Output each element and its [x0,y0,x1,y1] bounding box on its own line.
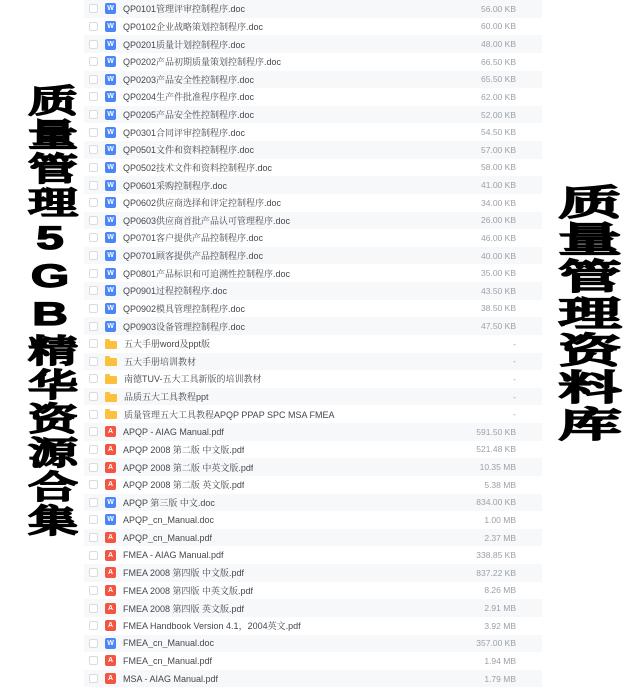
word-doc-icon: W [105,215,116,226]
file-size: 591.50 KB [476,426,516,437]
row-checkbox-icon[interactable] [89,322,98,331]
file-size: - [513,356,516,367]
file-name[interactable]: APQP 2008 第二版 英文版.pdf [123,480,245,491]
file-row[interactable] [84,0,542,18]
word-doc-icon: W [105,268,116,279]
file-size: 46.00 KB [481,232,516,243]
word-doc-icon: W [105,3,116,14]
pdf-icon: A [105,426,116,437]
row-checkbox-icon[interactable] [89,216,98,225]
file-row[interactable] [84,476,542,494]
pdf-icon: A [105,655,116,666]
row-checkbox-icon[interactable] [89,251,98,260]
word-doc-icon: W [105,56,116,67]
file-row[interactable] [84,35,542,53]
file-row[interactable] [84,159,542,177]
file-size: 2.91 MB [484,603,516,614]
row-checkbox-icon[interactable] [89,463,98,472]
file-row[interactable] [84,300,542,318]
pdf-icon: A [105,673,116,684]
word-doc-icon: W [105,162,116,173]
folder-icon [105,394,117,402]
file-row[interactable] [84,247,542,265]
file-name[interactable]: FMEA 2008 第四版 中文版.pdf [123,568,245,579]
file-name[interactable]: FMEA 2008 第四版 中英文版.pdf [123,585,254,596]
file-row[interactable] [84,670,542,688]
file-row[interactable] [84,282,542,300]
file-size: 54.50 KB [481,127,516,138]
file-size: 52.00 KB [481,109,516,120]
row-checkbox-icon[interactable] [89,515,98,524]
file-name[interactable]: 质量管理五大工具教程APQP PPAP SPC MSA FMEA [124,409,335,420]
file-row[interactable] [84,18,542,36]
file-name[interactable]: QP0203产品安全性控制程序.doc [123,74,255,85]
row-checkbox-icon[interactable] [89,339,98,348]
file-size: 47.50 KB [481,321,516,332]
file-name[interactable]: FMEA_cn_Manual.pdf [123,655,213,666]
row-checkbox-icon[interactable] [89,568,98,577]
pdf-icon: A [105,462,116,473]
row-checkbox-icon[interactable] [89,392,98,401]
row-checkbox-icon[interactable] [89,128,98,137]
file-size: 41.00 KB [481,180,516,191]
file-name[interactable]: FMEA 2008 第四版 英文版.pdf [123,603,245,614]
file-row[interactable] [84,194,542,212]
word-doc-icon: W [105,180,116,191]
row-checkbox-icon[interactable] [89,639,98,648]
row-checkbox-icon[interactable] [89,4,98,13]
row-checkbox-icon[interactable] [89,304,98,313]
file-name[interactable]: APQP_cn_Manual.doc [123,514,215,525]
row-checkbox-icon[interactable] [89,233,98,242]
file-size: 58.00 KB [481,162,516,173]
file-size: 57.00 KB [481,144,516,155]
file-row[interactable] [84,494,542,512]
file-size: 40.00 KB [481,250,516,261]
row-checkbox-icon[interactable] [89,445,98,454]
file-size: 8.26 MB [484,585,516,596]
file-row[interactable] [84,652,542,670]
file-row[interactable] [84,264,542,282]
file-size: 2.37 MB [484,532,516,543]
file-row[interactable] [84,53,542,71]
file-name[interactable]: QP0601采购控制程序.doc [123,180,228,191]
pdf-icon: A [105,567,116,578]
file-size: 1.94 MB [484,655,516,666]
word-doc-icon: W [105,232,116,243]
row-checkbox-icon[interactable] [89,286,98,295]
row-checkbox-icon[interactable] [89,604,98,613]
row-checkbox-icon[interactable] [89,357,98,366]
file-row[interactable] [84,458,542,476]
pdf-icon: A [105,532,116,543]
folder-icon [105,358,117,366]
file-row[interactable] [84,599,542,617]
file-name[interactable]: APQP 2008 第二版 中文版.pdf [123,444,245,455]
row-checkbox-icon[interactable] [89,480,98,489]
file-name[interactable]: QP0801产品标识和可追溯性控制程序.doc [123,268,291,279]
file-row[interactable] [84,635,542,653]
file-row[interactable] [84,353,542,371]
word-doc-icon: W [105,497,116,508]
file-size: 66.50 KB [481,56,516,67]
row-checkbox-icon[interactable] [89,75,98,84]
file-name[interactable]: QP0701客户提供产品控制程序.doc [123,233,264,244]
file-size: 38.50 KB [481,303,516,314]
file-name[interactable]: QP0101管理评审控制程序.doc [123,4,246,15]
file-row[interactable] [84,388,542,406]
word-doc-icon: W [105,197,116,208]
file-row[interactable] [84,582,542,600]
file-name[interactable]: QP0903设备管理控制程序.doc [123,321,246,332]
row-checkbox-icon[interactable] [89,57,98,66]
right-vertical-title: 质量管理资料库 [550,184,621,443]
row-checkbox-icon[interactable] [89,198,98,207]
file-size: 5.38 MB [484,479,516,490]
file-row[interactable] [84,71,542,89]
file-name[interactable]: 南德TUV-五大工具新版的培训教材 [124,374,262,385]
row-checkbox-icon[interactable] [89,145,98,154]
file-row[interactable] [84,441,542,459]
word-doc-icon: W [105,74,116,85]
file-list [84,0,542,688]
row-checkbox-icon[interactable] [89,621,98,630]
file-name[interactable]: QP0102企业战略策划控制程序.doc [123,21,264,32]
file-row[interactable] [84,176,542,194]
file-name[interactable]: 五大手册培训教材 [124,356,197,367]
file-name[interactable]: QP0201质量计划控制程序.doc [123,39,246,50]
file-name[interactable]: 五大手册word及ppt版 [124,339,211,350]
file-row[interactable] [84,370,542,388]
file-size: - [513,391,516,402]
file-name[interactable]: QP0701顾客提供产品控制程序.doc [123,251,264,262]
file-size: 62.00 KB [481,91,516,102]
file-row[interactable] [84,141,542,159]
file-size: 1.79 MB [484,673,516,684]
file-row[interactable] [84,529,542,547]
file-size: - [513,409,516,420]
word-doc-icon: W [105,109,116,120]
row-checkbox-icon[interactable] [89,427,98,436]
pdf-icon: A [105,444,116,455]
file-name[interactable]: APQP - AIAG Manual.pdf [123,426,224,437]
file-row[interactable] [84,123,542,141]
row-checkbox-icon[interactable] [89,656,98,665]
file-size: 1.00 MB [484,514,516,525]
folder-icon [105,411,117,419]
word-doc-icon: W [105,303,116,314]
file-size: - [513,338,516,349]
file-name[interactable]: QP0901过程控制程序.doc [123,286,228,297]
file-row[interactable] [84,405,542,423]
row-checkbox-icon[interactable] [89,22,98,31]
row-checkbox-icon[interactable] [89,533,98,542]
row-checkbox-icon[interactable] [89,410,98,419]
file-name[interactable]: QP0301合同评审控制程序.doc [123,127,246,138]
file-size: 43.50 KB [481,285,516,296]
word-doc-icon: W [105,638,116,649]
word-doc-icon: W [105,39,116,50]
left-vertical-title: 质量管理5GB精华资源合集 [22,84,78,538]
file-row[interactable] [84,617,542,635]
file-size: 521.48 KB [476,444,516,455]
file-row[interactable] [84,229,542,247]
file-size: 338.85 KB [476,550,516,561]
file-size: 48.00 KB [481,39,516,50]
file-name[interactable]: QP0902模具管理控制程序.doc [123,303,246,314]
row-checkbox-icon[interactable] [89,110,98,119]
file-size: 3.92 MB [484,620,516,631]
file-name[interactable]: QP0205产品安全性控制程序.doc [123,110,255,121]
pdf-icon: A [105,585,116,596]
file-size: - [513,373,516,384]
file-name[interactable]: QP0502技术文件和资料控制程序.doc [123,162,273,173]
word-doc-icon: W [105,144,116,155]
file-size: 35.00 KB [481,268,516,279]
file-name[interactable]: MSA - AIAG Manual.pdf [123,673,219,684]
file-name[interactable]: QP0204生产件批准程序程序.doc [123,92,255,103]
word-doc-icon: W [105,285,116,296]
file-row[interactable] [84,564,542,582]
row-checkbox-icon[interactable] [89,498,98,507]
pdf-icon: A [105,550,116,561]
row-checkbox-icon[interactable] [89,586,98,595]
file-name[interactable]: FMEA - AIAG Manual.pdf [123,550,224,561]
file-name[interactable]: FMEA Handbook Version 4.1，2004英文.pdf [123,621,301,632]
row-checkbox-icon[interactable] [89,269,98,278]
file-size: 357.00 KB [476,638,516,649]
file-row[interactable] [84,88,542,106]
pdf-icon: A [105,603,116,614]
word-doc-icon: W [105,514,116,525]
file-size: 65.50 KB [481,74,516,85]
file-name[interactable]: APQP 2008 第二版 中英文版.pdf [123,462,254,473]
file-row[interactable] [84,546,542,564]
file-name[interactable]: QP0603供应商首批产品认可管理程序.doc [123,215,291,226]
row-checkbox-icon[interactable] [89,92,98,101]
row-checkbox-icon[interactable] [89,674,98,683]
file-size: 56.00 KB [481,3,516,14]
file-size: 26.00 KB [481,215,516,226]
word-doc-icon: W [105,91,116,102]
word-doc-icon: W [105,21,116,32]
row-checkbox-icon[interactable] [89,163,98,172]
file-row[interactable] [84,511,542,529]
row-checkbox-icon[interactable] [89,40,98,49]
folder-icon [105,376,117,384]
file-size: 10.35 MB [479,462,516,473]
file-name[interactable]: 品质五大工具教程ppt [124,392,209,403]
file-row[interactable] [84,423,542,441]
word-doc-icon: W [105,321,116,332]
file-row[interactable] [84,335,542,353]
row-checkbox-icon[interactable] [89,181,98,190]
file-row[interactable] [84,317,542,335]
pdf-icon: A [105,620,116,631]
file-size: 34.00 KB [481,197,516,208]
file-name[interactable]: APQP 第三版 中文.doc [123,497,215,508]
pdf-icon: A [105,479,116,490]
file-size: 60.00 KB [481,21,516,32]
row-checkbox-icon[interactable] [89,551,98,560]
file-size: 834.00 KB [476,497,516,508]
file-row[interactable] [84,212,542,230]
word-doc-icon: W [105,250,116,261]
file-name[interactable]: QP0602供应商选择和评定控制程序.doc [123,198,282,209]
file-name[interactable]: APQP_cn_Manual.pdf [123,532,213,543]
file-name[interactable]: QP0202产品初期质量策划控制程序.doc [123,57,282,68]
file-size: 837.22 KB [476,567,516,578]
file-row[interactable] [84,106,542,124]
file-name[interactable]: FMEA_cn_Manual.doc [123,638,215,649]
file-name[interactable]: QP0501文件和资料控制程序.doc [123,145,255,156]
row-checkbox-icon[interactable] [89,374,98,383]
folder-icon [105,341,117,349]
word-doc-icon: W [105,127,116,138]
